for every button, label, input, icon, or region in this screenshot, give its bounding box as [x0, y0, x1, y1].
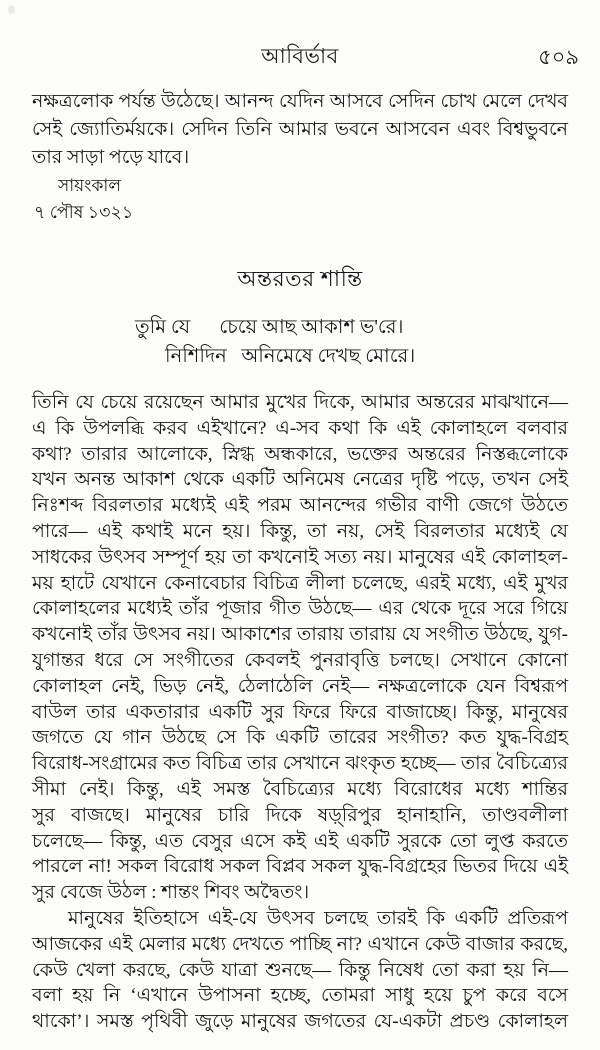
text-line: বাউল তার একতারার একটি সুর ফিরে ফিরে বাজাচ্ছে। কিন্তু, মানুষের [32, 701, 568, 723]
text-line: সুর বেজে উঠল : শান্তং শিবং অদ্বৈতং। [32, 882, 310, 904]
text-line: নক্ষত্রলোক পর্যন্ত উঠেছে। আনন্দ যেদিন আসবে সেদিন চোখ মেলে দেখব [32, 91, 568, 112]
text-line: ময় হাটে যেখানে কেনাবেচার বিচিত্র লীলা চলেছে, এরই মধ্যে, এই মুখর [32, 572, 568, 594]
text-line: কোলাহলের মধ্যেই তাঁর পূজার গীত উঠছে— এর থেকে দূরে সরে গিয়ে [32, 598, 568, 620]
page-header [0, 40, 600, 70]
text-line: সাধকের উৎসব সম্পূর্ণ হয় তা কখনোই সত্য নয়। মানুষের এই কোলাহল- [32, 546, 568, 568]
text-line: সেই জ্যোতির্ময়কে। সেদিন তিনি আমার ভবনে আসবেন এবং বিশ্বভুবনে [32, 119, 568, 140]
section-heading: অন্তরতর শান্তি [237, 266, 363, 291]
text-line: কোলাহল নেই, ভিড় নেই, ঠেলাঠেলি নেই— নক্ষত্রলোকে যেন বিশ্বরূপ [32, 675, 568, 697]
text-line: মানুষের ইতিহাসে এই-যে উৎসব চলছে তারই কি একটি প্রতিরূপ [68, 907, 568, 929]
text-line: সীমা নেই। কিন্তু, এই সমস্ত বৈচিত্র্যের মধ্যে বিরোধের মধ্যে শান্তির [32, 778, 568, 800]
text-line: বিরোধ-সংগ্রামের কত বিচিত্র তার সেখানে ঝংকৃত হচ্ছে— তার বৈচিত্র্যের [32, 753, 568, 775]
text-line: কখনোই তাঁর উৎসব নয়। আকাশের তারায় তারায় যে সংগীত উঠছে, যুগ- [32, 624, 568, 646]
scan-artifact [8, 5, 15, 14]
text-line: পারে— এই কথাই মনে হয়। কিন্তু, তা নয়, সেই বিরলতার মধ্যেই যে [32, 520, 568, 542]
verse-line: তুমি যে চেয়ে আছ আকাশ ভ'রে। [135, 317, 404, 338]
verse-line: নিশিদিন অনিমেষে দেখছ মোরে। [165, 346, 416, 367]
text-line: কেউ খেলা করছে, কেউ যাত্রা শুনছে— কিন্তু নিষেধ তো করা হয় নি— [32, 959, 568, 981]
text-line: থাকো’। সমস্ত পৃথিবী জুড়ে মানুষের জগতের যে-একটা প্রচণ্ড কোলাহল [32, 1011, 568, 1033]
text-line: যুগান্তর ধরে সে সংগীতের কেবলই পুনরাবৃত্তি চলছে। সেখানে কোনো [32, 649, 568, 671]
text-line: আজকের এই মেলার মধ্যে দেখতে পাচ্ছি না? এখানে কেউ বাজার করছে, [32, 933, 568, 955]
text-line: পারলে না! সকল বিরোধ সকল বিপ্লব সকল যুদ্ধ-বিগ্রহের ভিতর দিয়ে এই [32, 856, 568, 878]
paragraph-continuation [32, 88, 568, 172]
text-line: চলেছে— কিন্তু, এত বেসুর এসে কই এই একটি সুরকে তো লুপ্ত করতে [32, 830, 568, 852]
text-line: তার সাড়া পড়ে যাবে। [32, 147, 190, 168]
running-title: আবির্ভাব [261, 44, 339, 68]
text-line: বলা হয় নি ‘এখানে উপাসনা হচ্ছে, তোমরা সাধু হয়ে চুপ করে বসে [32, 985, 568, 1007]
main-paragraphs [32, 390, 568, 1035]
verse-block [135, 313, 415, 371]
text-line: কথা? তারার আলোকে, স্নিগ্ধ অন্ধকারে, ভক্তের অন্তরের নিস্তব্ধলোকে [32, 443, 568, 465]
page-number: ৫০৯ [538, 45, 579, 69]
text-line: যখন অনন্ত আকাশ থেকে একটি অনিমেষ নেত্রের দৃষ্টি পড়ে, তখন সেই [32, 469, 568, 491]
text-line: নিঃশব্দ বিরলতার মধ্যেই এই পরম আনন্দের গভীর বাণী জেগে উঠতে [32, 495, 568, 517]
text-line: জগতে যে গান উঠছে সে কি একটি তারের সংগীত? কত যুদ্ধ-বিগ্রহ [32, 727, 568, 749]
text-line: তিনি যে চেয়ে রয়েছেন আমার মুখের দিকে, আমার অন্তরের মাঝখানে— [32, 392, 568, 413]
dateline-time: সায়ংকাল [58, 176, 121, 195]
text-line: সুর বাজছে। মানুষের চারি দিকে ষড়্‌রিপুর হানাহানি, তাণ্ডবলীলা [32, 804, 568, 826]
dateline-date: ৭ পৌষ ১৩২১ [34, 202, 134, 222]
text-line: এ কি উপলব্ধি করব এইখানে? এ-সব কথা কি এই কোলাহলে বলবার [32, 417, 568, 439]
